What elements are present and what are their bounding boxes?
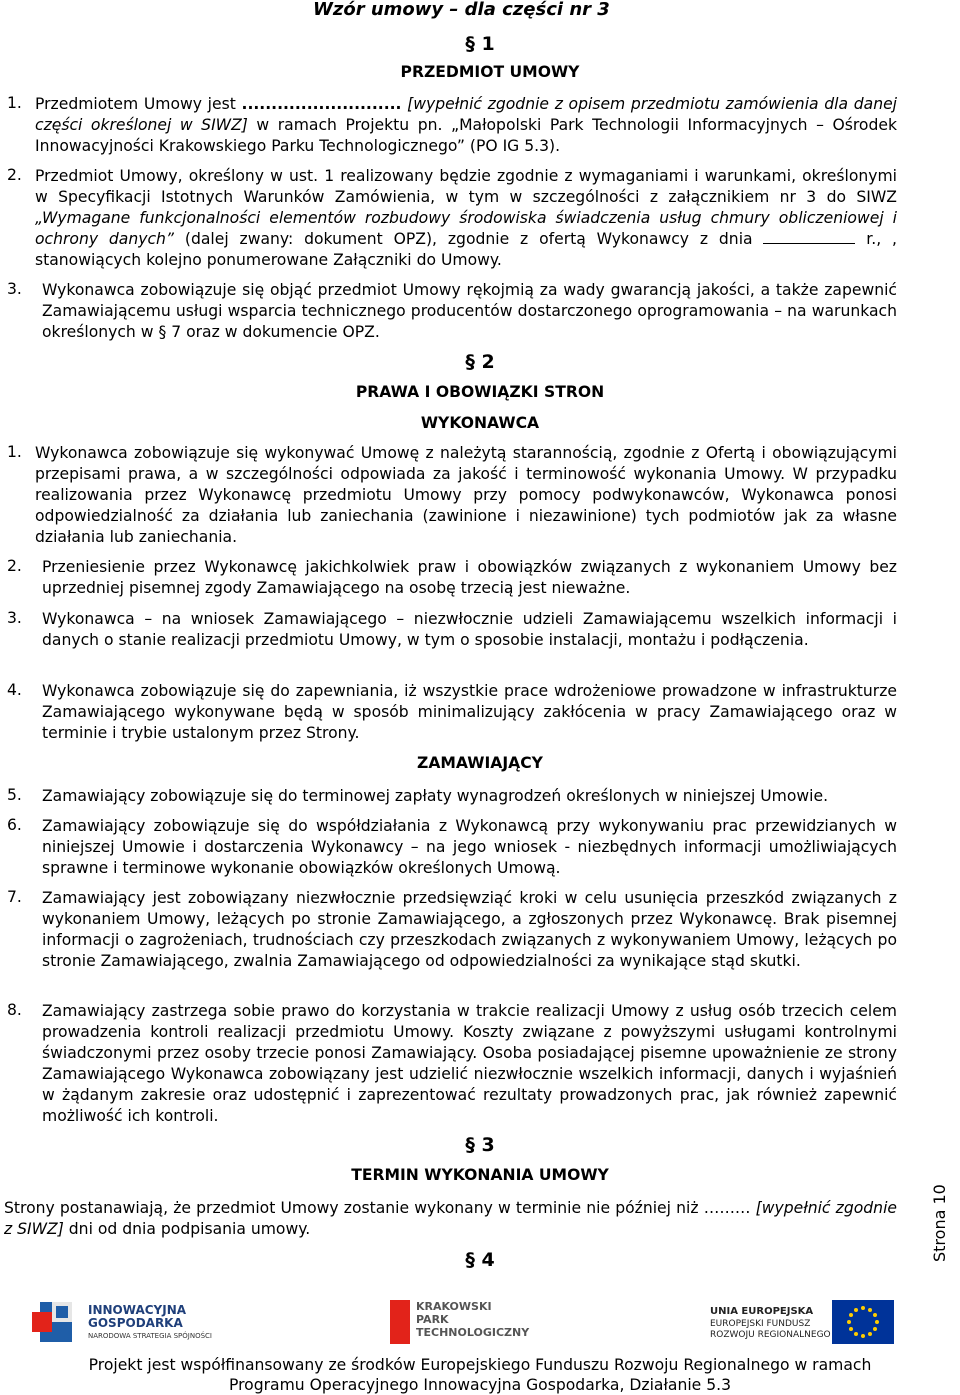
s2-item-6-number: 6. bbox=[7, 816, 22, 834]
eu-fund-logo bbox=[700, 1296, 900, 1348]
eu-logo-line-2: EUROPEJSKI FUNDUSZ bbox=[710, 1319, 811, 1329]
s1-item-2-number: 2. bbox=[7, 166, 22, 184]
document-title: Wzór umowy – dla części nr 3 bbox=[313, 0, 610, 20]
section-3-mark: § 3 bbox=[465, 1134, 495, 1156]
s1-item-1-placeholder: [wypełnić zgodnie z opisem przedmiotu zamówienia dla danej części określonej w SIWZ] bbox=[35, 95, 897, 134]
s2-item-1: Wykonawca zobowiązuje się wykonywać Umowę z należytą starannością, zgodnie z Ofertą i obowiązującymi przepisami prawa, a w szczególności odpowiada za jakość i terminowość wykonania Umowy. W przypadku realizowania przez Wykonawcę przedmiotu Umowy przy pomocy podwykonawców, Wykonawca ponosi odpowiedzialność za działania lub zaniechania (zawinione i niezawinione) tych podmiotów jak za własne działania lub zaniechania. bbox=[35, 444, 897, 546]
innowacyjna-gospodarka-logo bbox=[30, 1298, 220, 1346]
s1-item-3-number: 3. bbox=[7, 280, 22, 298]
employer-subheading: ZAMAWIAJĄCY bbox=[417, 754, 543, 772]
section-1-heading: PRZEDMIOT UMOWY bbox=[400, 63, 580, 81]
section-2-heading: PRAWA I OBOWIĄZKI STRON bbox=[355, 383, 605, 401]
eu-flag-icon bbox=[832, 1300, 894, 1344]
kpt-logo-line-2: PARK bbox=[416, 1313, 449, 1326]
footer-line-2: Programu Operacyjnego Innowacyjna Gospodarka, Działanie 5.3 bbox=[228, 1376, 732, 1394]
s2-item-5-number: 5. bbox=[7, 786, 22, 804]
s1-item-2-attachment-title: „Wymagane funkcjonalności elementów rozbudowy środowiska świadczenia usług chmury obliczeniowej i ochrony danych” bbox=[35, 209, 897, 248]
ig-logo-line-3: NARODOWA STRATEGIA SPÓJNOŚCI bbox=[88, 1332, 212, 1340]
section-2-mark: § 2 bbox=[465, 351, 495, 373]
s2-item-7: Zamawiający jest zobowiązany niezwłocznie przedsięwziąć kroki w celu usunięcia przeszkód związanych z wykonaniem Umowy, leżących po stronie Zamawiającego, a zgłoszonych przez Wykonawcę. Brak pisemnej informacji o zagrożeniach, trudnościach czy przeszkodach związanych z wykonywaniem Umowy, leżących po stronie Zamawiającego, zwalnia Zamawiającego od odpowiedzialności za wynikające stąd skutki. bbox=[42, 889, 897, 970]
s1-item-3: Wykonawca zobowiązuje się objąć przedmiot Umowy rękojmią za wady gwarancją jakości, a także zapewnić Zamawiającemu usługi wsparcia technicznego producentów dostarczonego oprogramowania – na warunkach określonych w § 7 oraz w dokumencie OPZ. bbox=[42, 281, 897, 341]
s2-item-5: Zamawiający zobowiązuje się do terminowej zapłaty wynagrodzeń określonych w niniejszej Umowie. bbox=[42, 787, 829, 805]
contractor-subheading: WYKONAWCA bbox=[420, 414, 540, 432]
s1-item-1-text-a: Przedmiotem Umowy jest bbox=[35, 95, 242, 113]
date-blank-line bbox=[763, 231, 855, 244]
ig-logo-line-2: GOSPODARKA bbox=[88, 1316, 183, 1330]
s2-item-4-number: 4. bbox=[7, 681, 22, 699]
krakowski-park-technologiczny-logo bbox=[390, 1296, 540, 1348]
s2-item-8-number: 8. bbox=[7, 1001, 22, 1019]
kpt-logo-line-1: KRAKOWSKI bbox=[416, 1300, 492, 1313]
s1-item-2-text-a: Przedmiot Umowy, określony w ust. 1 realizowany będzie zgodnie z wymaganiami i warunkami, określonymi w Specyfikacji Istotnych Warunków Zamówienia, w tym w szczególności z załącznikiem nr 3 do SIWZ bbox=[35, 167, 897, 206]
footer-line-1: Projekt jest współfinansowany ze środków Europejskiego Funduszu Rozwoju Regionalnego w ramach bbox=[88, 1356, 872, 1374]
eu-logo-line-1: UNIA EUROPEJSKA bbox=[710, 1306, 814, 1317]
s2-item-3: Wykonawca – na wniosek Zamawiającego – niezwłocznie udzieli Zamawiającemu wszelkich informacji i danych o stanie realizacji przedmiotu Umowy, w tym o sposobie instalacji, montażu i podłączenia. bbox=[42, 610, 897, 649]
page-number-side-label: Strona 10 bbox=[930, 1184, 949, 1262]
s2-item-4: Wykonawca zobowiązuje się do zapewniania, iż wszystkie prace wdrożeniowe prowadzone w infrastrukturze Zamawiającego wykonywane będą w sposób minimalizujący zakłócenia w pracy Zamawiającego oraz w terminie i trybie ustalonym przez Strony. bbox=[42, 682, 897, 742]
eu-logo-line-3: ROZWOJU REGIONALNEGO bbox=[710, 1330, 831, 1340]
s1-item-1-number: 1. bbox=[7, 94, 22, 112]
section-4-mark: § 4 bbox=[465, 1249, 495, 1271]
s1-item-2-text-c: (dalej zwany: dokument OPZ), zgodnie z ofertą Wykonawcy z dnia bbox=[174, 230, 764, 248]
section-1-mark: § 1 bbox=[465, 33, 495, 55]
s1-item-1 bbox=[35, 94, 897, 157]
section-3-heading: TERMIN WYKONANIA UMOWY bbox=[351, 1166, 609, 1184]
s3-text-a: Strony postanawiają, że przedmiot Umowy zostanie wykonany w terminie nie później niż bbox=[4, 1199, 704, 1217]
s2-item-3-number: 3. bbox=[7, 609, 22, 627]
s3-placeholder: [wypełnić zgodnie z SIWZ] bbox=[4, 1199, 897, 1238]
ig-logo-line-1: INNOWACYJNA bbox=[88, 1303, 187, 1317]
s2-item-2: Przeniesienie przez Wykonawcę jakichkolwiek praw i obowiązków związanych z wykonaniem Umowy bez uprzedniej pisemnej zgody Zamawiającego na osobę trzecią jest nieważne. bbox=[42, 558, 897, 597]
s2-item-8: Zamawiający zastrzega sobie prawo do korzystania w trakcie realizacji Umowy z usług osób trzecich celem prowadzenia kontroli realizacji przedmiotu Umowy. Koszty związane z powyższymi usługami kontrolnymi świadczonymi przez osoby trzecie ponosi Zamawiający. Osoba posiadającej pisemne upoważnienie ze strony Zamawiającego Wykonawca zobowiązany jest udzielić niezwłocznie wszelkich informacji, danych i wyjaśnień w żądanym zakresie oraz udostępnić i zaprezentować rezultaty prowadzonych prac, jak również zapewnić możliwość ich kontroli. bbox=[42, 1002, 897, 1125]
s2-item-1-number: 1. bbox=[7, 443, 22, 461]
kpt-red-bar-icon bbox=[390, 1300, 410, 1344]
s1-item-2 bbox=[35, 166, 897, 271]
s2-item-2-number: 2. bbox=[7, 557, 22, 575]
s1-item-1-dots: ........................... bbox=[241, 95, 402, 113]
s2-item-6: Zamawiający zobowiązuje się do współdziałania z Wykonawcą przy wykonywaniu prac przewidzianych w niniejszej Umowie i dostarczenia Wykonawcy – na jego wniosek - niezbędnych informacji umożliwiających sprawne i terminowe wykonanie obowiązków określonych Umową. bbox=[42, 817, 897, 877]
s2-item-7-number: 7. bbox=[7, 888, 22, 906]
s3-paragraph bbox=[4, 1198, 897, 1240]
s1-item-1-text-c: w ramach Projektu pn. „Małopolski Park Technologii Informacyjnych – Ośrodek Innowacyjności Krakowskiego Parku Technologicznego” (PO IG 5.3). bbox=[35, 116, 897, 155]
innowacyjna-gospodarka-emblem-icon bbox=[30, 1298, 80, 1346]
s3-text-c: dni od dnia podpisania umowy. bbox=[63, 1220, 311, 1238]
kpt-logo-line-3: TECHNOLOGICZNY bbox=[416, 1326, 530, 1339]
s3-dots: ……… bbox=[703, 1199, 751, 1217]
s1-item-2-text-d: r., , stanowiących kolejno ponumerowane Załączniki do Umowy. bbox=[35, 230, 897, 269]
